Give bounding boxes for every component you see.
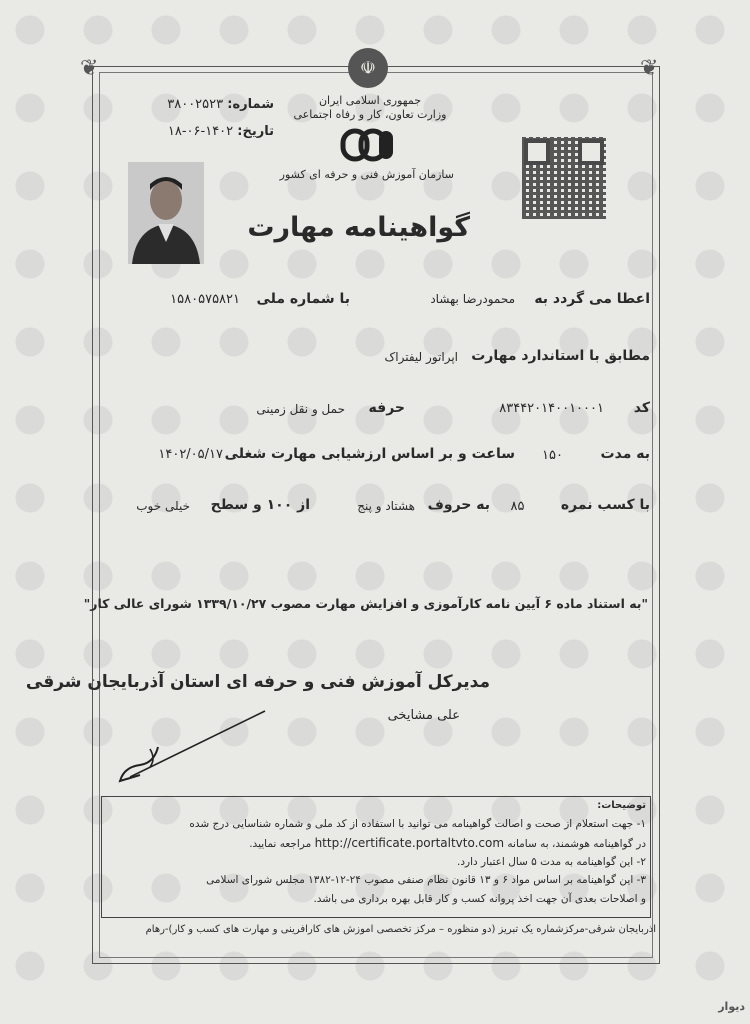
letters-label: به حروف — [427, 497, 490, 513]
ministry-name: وزارت تعاون، کار و رفاه اجتماعی — [293, 108, 447, 121]
certificate-number — [114, 97, 274, 112]
holder-photo — [128, 162, 204, 264]
grant-label: اعطا می گردد به — [534, 291, 650, 307]
notes-line-2-end: مراجعه نمایید. — [249, 838, 312, 850]
verification-url[interactable]: http://certificate.portaltvto.com — [314, 836, 505, 850]
signature — [110, 705, 275, 790]
code-value: ۸۳۴۴۲۰۱۴۰۰۱۰۰۰۱ — [499, 401, 604, 416]
certificate-title: گواهینامه مهارت — [247, 212, 470, 243]
score-label: با کسب نمره — [560, 497, 650, 513]
watermark-label: دیوار — [718, 1000, 745, 1013]
iran-emblem-icon: ☫ — [348, 48, 388, 88]
grant-value: محمودرضا بهشاد — [430, 292, 515, 306]
trade-label: حرفه — [368, 400, 405, 416]
notes-line-2 — [106, 836, 646, 850]
signatory-title: مدیرکل آموزش فنی و حرفه ای استان آذربایجان شرقی — [25, 672, 490, 692]
national-id-label: با شماره ملی — [256, 291, 350, 307]
organization-name: سازمان آموزش فنی و حرفه ای کشور — [279, 168, 454, 181]
letters-value: هشتاد و پنج — [357, 499, 415, 513]
corner-ornament-icon: ❦ — [640, 56, 659, 81]
notes-line-4: ۳- این گواهینامه بر اساس مواد ۶ و ۱۳ قانون نظام صنفی مصوب ۲۴-۱۲-۱۳۸۲ مجلس شورای اسلامی — [206, 874, 646, 886]
notes-line-1: ۱- جهت استعلام از صحت و اصالت گواهینامه می توانید با استفاده از کد ملی و شماره شناسایی درج شده — [189, 818, 646, 830]
certificate-date — [114, 124, 274, 139]
legal-basis: "به استناد ماده ۶ آیین نامه کارآموزی و افزایش مهارت مصوب ۱۳۳۹/۱۰/۲۷ شورای عالی کار" — [83, 596, 648, 611]
standard-value: اپراتور لیفتراک — [384, 350, 458, 364]
notes-line-3: ۲- این گواهینامه به مدت ۵ سال اعتبار دارد. — [457, 856, 646, 868]
level-value: خیلی خوب — [136, 499, 190, 513]
national-id-value: ۱۵۸۰۵۷۵۸۲۱ — [170, 292, 240, 307]
notes-heading: توضیحات: — [597, 800, 646, 811]
score-value: ۸۵ — [510, 499, 525, 514]
notes-line-5: و اصلاحات بعدی آن جهت اخذ پروانه کسب و کار قابل بهره برداری می باشد. — [313, 893, 646, 905]
issuing-center: آذربایجان شرقی-مرکزشماره یک تبریز (دو منظوره – مرکز تخصصی آموزش های کارآفرینی و مهارت های کسب و کار)-رهام — [145, 924, 656, 935]
number-label: شماره: — [227, 97, 274, 112]
date-value: ۱۴۰۲-۰۶-۱۸ — [167, 124, 234, 139]
date-label: تاریخ: — [237, 124, 274, 139]
corner-ornament-icon: ❦ — [80, 56, 99, 81]
number-value: ۳۸۰۰۲۵۲۳ — [167, 97, 224, 112]
signatory-name: علی مشایخی — [387, 708, 460, 723]
tvto-logo-icon — [338, 126, 400, 164]
evaluation-date: ۱۴۰۲/۰۵/۱۷ — [158, 447, 223, 462]
duration-label: به مدت — [600, 446, 650, 462]
scale-label: از ۱۰۰ و سطح — [210, 497, 310, 513]
hours-label: ساعت و بر اساس ارزشیابی مهارت شغلی — [224, 446, 515, 462]
notes-line-2-text: در گواهینامه هوشمند، به سامانه — [507, 838, 646, 850]
code-label: کد — [633, 400, 650, 416]
trade-value: حمل و نقل زمینی — [256, 402, 345, 416]
duration-value: ۱۵۰ — [542, 448, 563, 463]
qr-code — [522, 137, 606, 219]
standard-label: مطابق با استاندارد مهارت — [471, 348, 650, 364]
country-name: جمهوری اسلامی ایران — [318, 94, 422, 107]
